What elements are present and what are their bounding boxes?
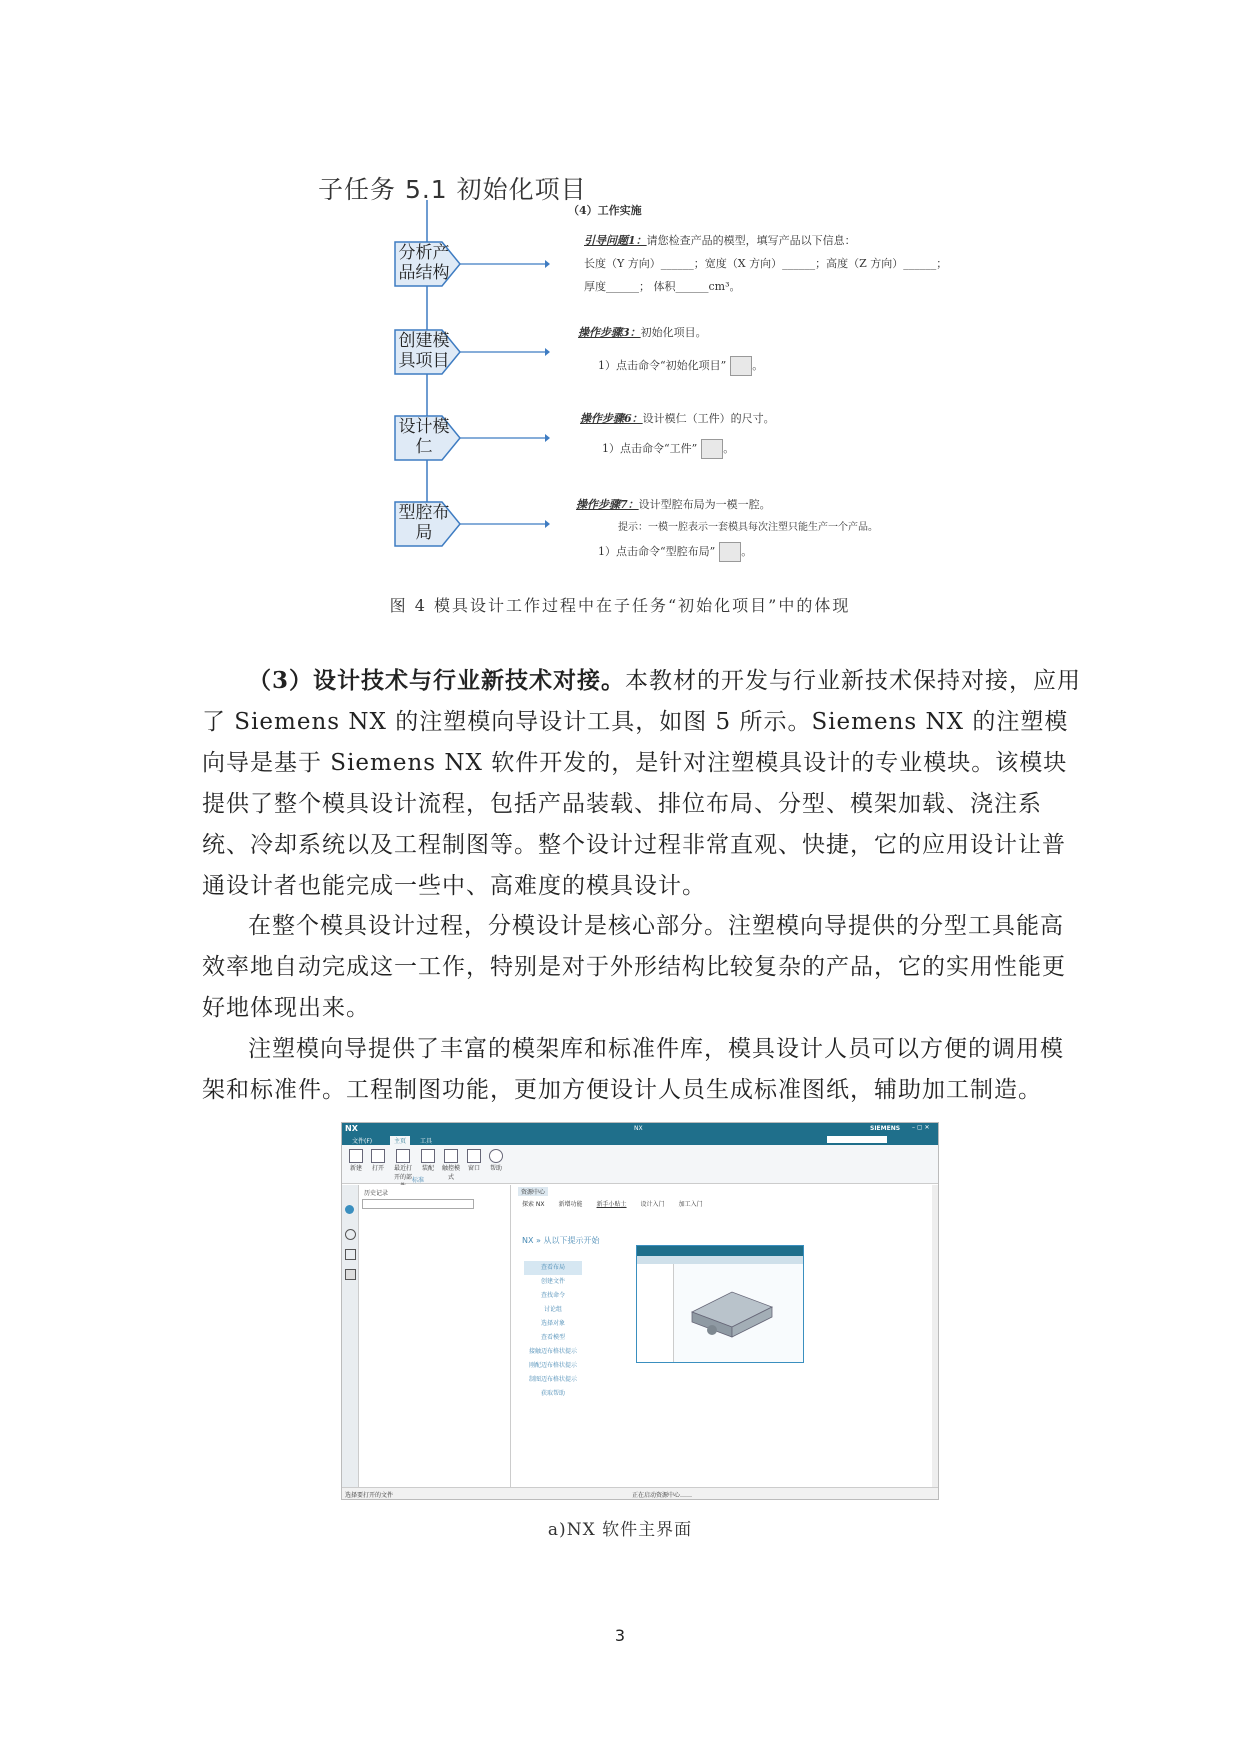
op-step-7 [576,496,771,512]
step-label-layout: 型腔布 局 [398,503,450,543]
nx-touch-button[interactable] [442,1149,460,1190]
roles-icon[interactable] [345,1269,356,1280]
nx-new-label: 新建 [349,1165,362,1172]
guide-q-label: 引导问题1： [584,234,647,247]
paragraph-1-heading: （3）设计技术与行业新技术对接。 [248,667,626,694]
op6-sub-text: 1）点击命令“工件” [602,442,698,455]
op3-sub: 1）点击命令“初始化项目” 。 [598,356,763,376]
nx-assembly-label: 装配 [421,1165,434,1172]
clock-icon[interactable] [345,1229,356,1240]
nx-ribbon [342,1145,938,1184]
op-step-6 [580,410,775,426]
nx-nav-help[interactable]: 获取帮助 [540,1390,565,1397]
nx-recent-label: 最近打开的部 [393,1165,412,1181]
nx-menubar [342,1135,938,1145]
op3-text: 初始化项目。 [640,326,707,339]
nx-status-left: 选择要打开的文件 [345,1492,394,1499]
op7-hint: 提示：一模一腔表示一套模具每次注塑只能生产一个产品。 [618,522,878,533]
tools-icon[interactable] [345,1249,356,1260]
page-number: 3 [614,1626,626,1645]
step-label-create: 创建模 具项目 [398,331,450,371]
thickness-line: 厚度______； 体积______cm³。 [584,280,741,293]
op-step-3 [578,324,707,340]
nx-history-panel [342,1185,511,1487]
nx-touch-label: 触控模式 [442,1165,461,1181]
nx-recent-button[interactable] [392,1149,414,1190]
nx-window-controls[interactable]: – ▢ ✕ [912,1124,930,1131]
op7-label: 操作步骤7： [576,498,639,511]
preview-titlebar [637,1246,803,1256]
nx-history-filter[interactable] [362,1199,474,1209]
nx-nav-contact-tips[interactable]: 接触迈布格状提示 [528,1348,577,1355]
nx-nav-find-command[interactable]: 查找命令 [540,1292,565,1299]
nx-breadcrumb: NX » 从以下提示开始 [522,1236,600,1245]
preview-ribbon [637,1256,803,1264]
nx-resource-tab[interactable]: 资源中心 [518,1187,548,1196]
step-label-design: 设计模 仁 [398,417,450,457]
op6-text: 设计模仁（工件）的尺寸。 [642,412,775,425]
nx-resource-bar [342,1185,359,1487]
op3-label: 操作步骤3： [578,326,641,339]
op7-text: 设计型腔布局为一模一腔。 [638,498,771,511]
nx-open-button[interactable] [370,1149,386,1190]
figure-a-caption: a)NX 软件主界面 [547,1520,693,1540]
work-impl-heading: （4）工作实施 [568,204,642,217]
nx-window-label: 窗口 [467,1165,480,1172]
nx-window-title: NX [634,1125,643,1132]
nx-main-tabs [522,1199,703,1208]
nx-ribbon-buttons [348,1149,504,1190]
nx-help-label: 帮助 [489,1165,502,1172]
paragraph-1 [202,660,1082,907]
op6-label: 操作步骤6： [580,412,643,425]
nx-tab-explore[interactable]: 探索 NX [522,1201,545,1208]
preview-navigator [637,1264,674,1362]
nx-search-input[interactable] [827,1136,887,1143]
nx-brand: SIEMENS [870,1125,901,1132]
op3-sub-text: 1）点击命令“初始化项目” [598,359,727,372]
paragraph-2: 在整个模具设计过程，分模设计是核心部分。注塑模向导提供的分型工具能高效率地自动完成这一工作，特别是对于外形结构比较复杂的产品，它的实用性能更好地体现出来。 [202,913,1066,1021]
paragraph-3: 注塑模向导提供了丰富的模架库和标准件库，模具设计人员可以方便的调用模架和标准件。工程制图功能，更加方便设计人员生成标准图纸，辅助加工制造。 [202,1036,1064,1103]
nx-nav-drafting-tips[interactable]: 制图迈布格状提示 [528,1376,577,1383]
nx-screenshot [341,1122,939,1500]
nx-nav-view-model[interactable]: 查看模型 [540,1334,565,1341]
nx-window-button[interactable] [466,1149,482,1190]
paragraph-1-text: 本教材的开发与行业新技术保持对接，应用了 Siemens NX 的注塑模向导设计工具，如图 5 所示。Siemens NX 的注塑模向导是基于 Siemens NX 软件开发的，是针对注塑模具设计的专业模块。该模块提供了整个模具设计流程，包括产品装载、排位布局、分型、模架加载、浇注系统、冷却系统以及工程制图等。整个设计过程非常直观、快捷，它的应用设计让普通设计者也能完成一些中、高难度的模具设计。 [202,668,1082,899]
nx-nav-create-file[interactable]: 创建文件 [540,1278,565,1285]
op7-sub-text: 1）点击命令“型腔布局” [598,545,716,558]
globe-icon[interactable] [345,1205,354,1214]
nx-nav-list [524,1261,582,1401]
workpiece-icon [701,439,723,459]
nx-preview-image [636,1245,804,1363]
dims-line: 长度（Y 方向）______；宽度（X 方向）______；高度（Z 方向）______； [584,257,948,270]
nx-menu-file[interactable]: 文件(F) [352,1138,373,1145]
nx-menu-tools[interactable]: 工具 [420,1138,433,1145]
nx-nav-select[interactable]: 选择对象 [540,1320,565,1327]
guide-question-1 [584,232,856,248]
step-label-analyze: 分析产 品结构 [398,243,450,283]
nx-tab-design[interactable]: 设计入门 [640,1201,665,1208]
nx-scrollbar[interactable] [932,1185,938,1487]
op7-sub: 1）点击命令“型腔布局” 。 [598,542,752,562]
nx-ribbon-group-label: 标准 [412,1177,425,1184]
nx-status-center: 正在启动资源中心…… [632,1492,693,1499]
nx-statusbar [342,1487,938,1500]
nx-logo: NX [345,1124,358,1133]
nx-help-button[interactable] [488,1149,504,1190]
nx-tab-tips[interactable]: 新手小贴士 [596,1201,627,1208]
nx-tab-manufacturing[interactable]: 加工入门 [678,1201,703,1208]
op6-sub: 1）点击命令“工件” 。 [602,439,734,459]
nx-open-label: 打开 [371,1165,384,1172]
guide-q-text: 请您检查产品的模型，填写产品以下信息： [646,234,856,247]
nx-nav-assembly-tips[interactable]: 刚配迈布格状提示 [528,1362,577,1369]
nx-titlebar [342,1123,938,1135]
init-project-icon [730,356,752,376]
nx-history-title: 历史记录 [364,1190,389,1197]
nx-nav-discussion[interactable]: 讨论组 [543,1306,562,1313]
nx-new-button[interactable] [348,1149,364,1190]
nx-nav-layout[interactable]: 查看布局 [524,1261,582,1275]
cavity-layout-icon [719,542,741,562]
nx-menu-home[interactable]: 主页 [390,1136,410,1145]
subtask-title: 子任务 5.1 初始化项目 [318,175,587,204]
nx-tab-new[interactable]: 新增功能 [558,1201,583,1208]
nx-main-area [512,1185,938,1487]
figure-4-caption: 图 4 模具设计工作过程中在子任务“初始化项目”中的体现 [389,596,851,615]
mold-part-icon [687,1282,777,1342]
